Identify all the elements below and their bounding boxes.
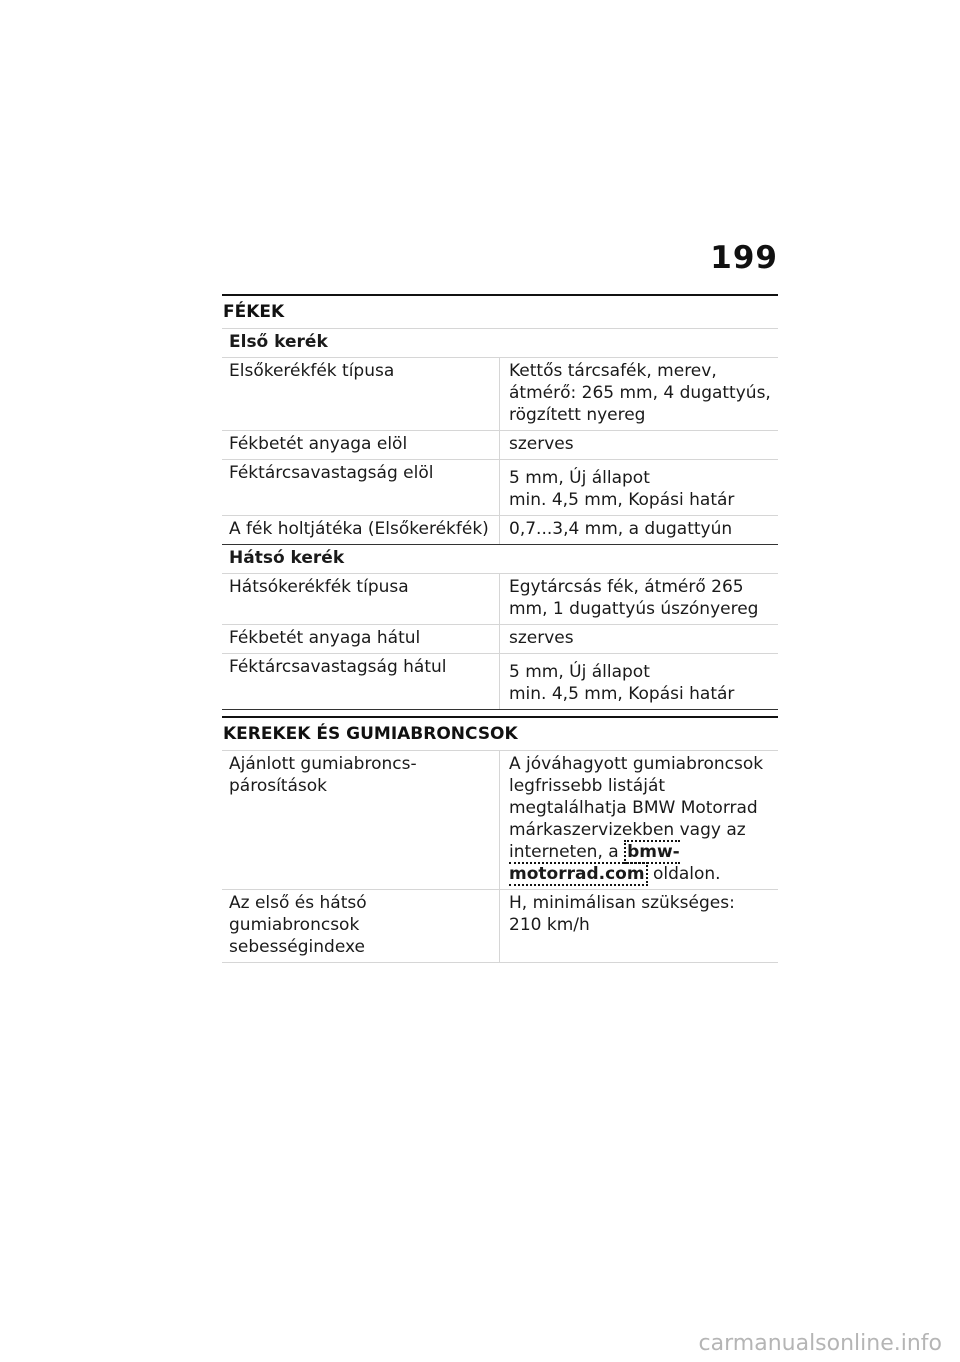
value-text: oldalon. [652,864,721,884]
value-line: 5 mm, Új állapot [509,468,650,488]
row-label: Fékbetét anyaga hátul [222,625,500,654]
table-row [222,358,778,431]
table-row [222,431,778,460]
page-number: 199 [710,240,778,276]
wheels-title: KEREKEK ÉS GUMIABRONCSOK [223,724,518,744]
brakes-section [222,294,778,710]
value-line: H, minimálisan szükséges: [509,893,735,913]
brakes-table [222,328,778,710]
rear-wheel-heading-row [222,545,778,574]
value-line: min. 4,5 mm, Kopási határ [509,490,735,510]
value-line: min. 4,5 mm, Kopási határ [509,684,735,704]
value-line: 5 mm, Új állapot [509,662,650,682]
table-row [222,654,778,710]
front-wheel-heading-row [222,329,778,358]
row-value [500,890,779,963]
front-wheel-heading: Első kerék [222,329,778,358]
wheels-section [222,716,778,963]
watermark: carmanualsonline.info [698,1331,942,1356]
row-value: Egytárcsás fék, átmérő 265 mm, 1 dugattyús úszónyereg [500,574,779,625]
value-text: A jóváhagyott gumiabroncsok legfrissebb listáját megtalálhatja BMW Motorrad márkaszervizekben vagy az interneten, a [509,754,764,862]
row-label: Hátsókerékfék típusa [222,574,500,625]
table-row [222,625,778,654]
rear-wheel-heading: Hátsó kerék [222,545,778,574]
row-label: A fék holtjátéka (Elsőkerékfék) [222,516,500,545]
row-label: Féktárcsavastagság hátul [222,654,500,710]
wheels-table [222,750,778,963]
value-line: 210 km/h [509,915,590,935]
table-row [222,574,778,625]
table-row [222,460,778,516]
row-value: Kettős tárcsafék, merev, átmérő: 265 mm, 4 dugattyús, rögzített nyereg [500,358,779,431]
row-value [500,654,779,710]
row-label: Elsőkerékfék típusa [222,358,500,431]
table-row [222,516,778,545]
row-value [500,751,779,890]
row-label: Féktárcsavastagság elöl [222,460,500,516]
row-label: Ajánlott gumiabroncs-párosítások [222,751,500,890]
row-value: szerves [500,431,779,460]
brakes-title: FÉKEK [223,302,285,322]
row-value: 0,7...3,4 mm, a dugattyún [500,516,779,545]
table-row [222,751,778,890]
row-label: Fékbetét anyaga elöl [222,431,500,460]
row-value [500,460,779,516]
row-label: Az első és hátsó gumiabroncsok sebességindexe [222,890,500,963]
row-value: szerves [500,625,779,654]
bmw-motorrad-link[interactable]: bmw-motorrad.com [509,842,680,884]
table-row [222,890,778,963]
